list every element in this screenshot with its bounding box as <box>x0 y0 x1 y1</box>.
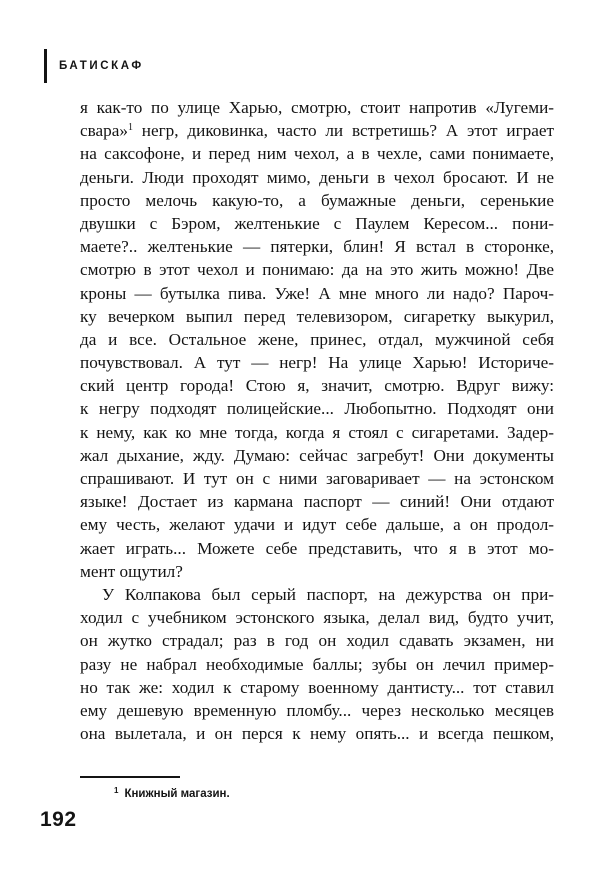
text-segment: мент ощутил? <box>80 561 183 581</box>
footnote-mark: 1 <box>114 786 119 795</box>
text-segment: ский центр города! Стою я, значит, смотрю. Вдруг вижу: <box>80 376 554 396</box>
text-segment: смотрю в этот чехол и понимаю: да на это жить можно! Две <box>80 260 554 280</box>
text-line <box>80 119 554 142</box>
text-line <box>80 282 554 305</box>
text-segment: ему дешевую временную пломбу... через несколько месяцев <box>80 700 554 720</box>
text-segment: жал дыхание, жду. Думаю: сейчас загребут! Они документы <box>80 445 554 465</box>
running-head: БАТИСКАФ <box>59 60 144 72</box>
text-segment: ему честь, желают удачи и идут себе дальше, а он продол- <box>80 515 554 535</box>
text-segment: жает играть... Можете себе представить, что я в этот мо- <box>80 538 554 558</box>
text-line <box>80 258 554 281</box>
text-segment: он жутко страдал; раз в год он ходил сдавать экзамен, ни <box>80 631 554 651</box>
text-segment: деньги. Люди проходят мимо, деньги в чехол бросают. И не <box>80 167 554 187</box>
text-line <box>80 305 554 328</box>
text-segment: я как-то по улице Харью, смотрю, стоит напротив «Лугеми- <box>80 98 554 117</box>
text-line <box>80 96 554 119</box>
text-segment: она вылетала, и он перся к нему опять... и всегда пешком, <box>80 724 554 744</box>
footnote-rule <box>80 776 180 778</box>
page-number: 192 <box>40 808 77 831</box>
footnote <box>114 786 230 800</box>
text-segment: негр, диковинка, часто ли встретишь? А этот играет <box>132 121 554 141</box>
text-segment: языке! Достает из кармана паспорт — синий! Они отдают <box>80 492 554 512</box>
text-line <box>80 653 554 676</box>
page-header <box>44 49 144 83</box>
header-vertical-rule <box>44 49 47 83</box>
body-text <box>80 96 554 745</box>
text-segment: кроны — бутылка пива. Уже! А мне много ли надо? Пароч- <box>80 283 554 303</box>
text-segment: спрашивают. И тут он с ними заговаривает — на эстонском <box>80 469 554 488</box>
text-line <box>80 560 554 583</box>
text-segment: к нему, как ко мне тогда, когда я стоял с сигаретами. Задер- <box>80 422 554 442</box>
footnote-text: Книжный магазин. <box>124 788 230 800</box>
text-line <box>80 142 554 165</box>
text-segment: ку вечерком выпил перед телевизором, сигаретку выкурил, <box>80 306 554 326</box>
text-line <box>80 212 554 235</box>
text-line <box>80 629 554 652</box>
text-line <box>80 606 554 629</box>
text-line <box>80 397 554 420</box>
text-segment: почувствовал. А тут — негр! На улице Харью! Историче- <box>80 353 554 373</box>
text-line <box>80 421 554 444</box>
text-line <box>80 235 554 258</box>
text-segment: разу не набрал необходимые баллы; зубы он лечил пример- <box>80 654 554 674</box>
text-segment: У Колпакова был серый паспорт, на дежурства он при- <box>102 584 554 604</box>
text-line <box>80 467 554 490</box>
text-line <box>80 722 554 745</box>
text-line <box>80 189 554 212</box>
footnote-reference: 1 <box>127 122 133 134</box>
text-line <box>80 490 554 513</box>
text-line <box>80 676 554 699</box>
text-line <box>80 583 554 606</box>
text-segment: на саксофоне, и перед ним чехол, а в чехле, сами понимаете, <box>80 144 554 164</box>
text-segment: маете?.. желтенькие — пятерки, блин! Я встал в сторонке, <box>80 237 554 257</box>
text-line <box>80 328 554 351</box>
text-segment: просто мелочь какую-то, а бумажные деньги, серенькие <box>80 190 554 210</box>
text-segment: но так же: ходил к старому военному дантисту... тот ставил <box>80 677 554 697</box>
text-line <box>80 537 554 560</box>
text-line <box>80 444 554 467</box>
text-segment: двушки с Бэром, желтенькие с Паулем Кересом... пони- <box>80 213 554 233</box>
text-line <box>80 699 554 722</box>
text-segment: ходил с учебником эстонского языка, делал вид, будто учит, <box>80 608 554 628</box>
text-segment: свара» <box>80 121 128 141</box>
text-line <box>80 351 554 374</box>
text-segment: да и все. Остальное жене, принес, отдал, мужчиной себя <box>80 329 554 349</box>
text-line <box>80 374 554 397</box>
text-segment: к негру подходят полицейские... Любопытно. Подходят они <box>80 399 554 419</box>
text-line <box>80 166 554 189</box>
text-line <box>80 513 554 536</box>
